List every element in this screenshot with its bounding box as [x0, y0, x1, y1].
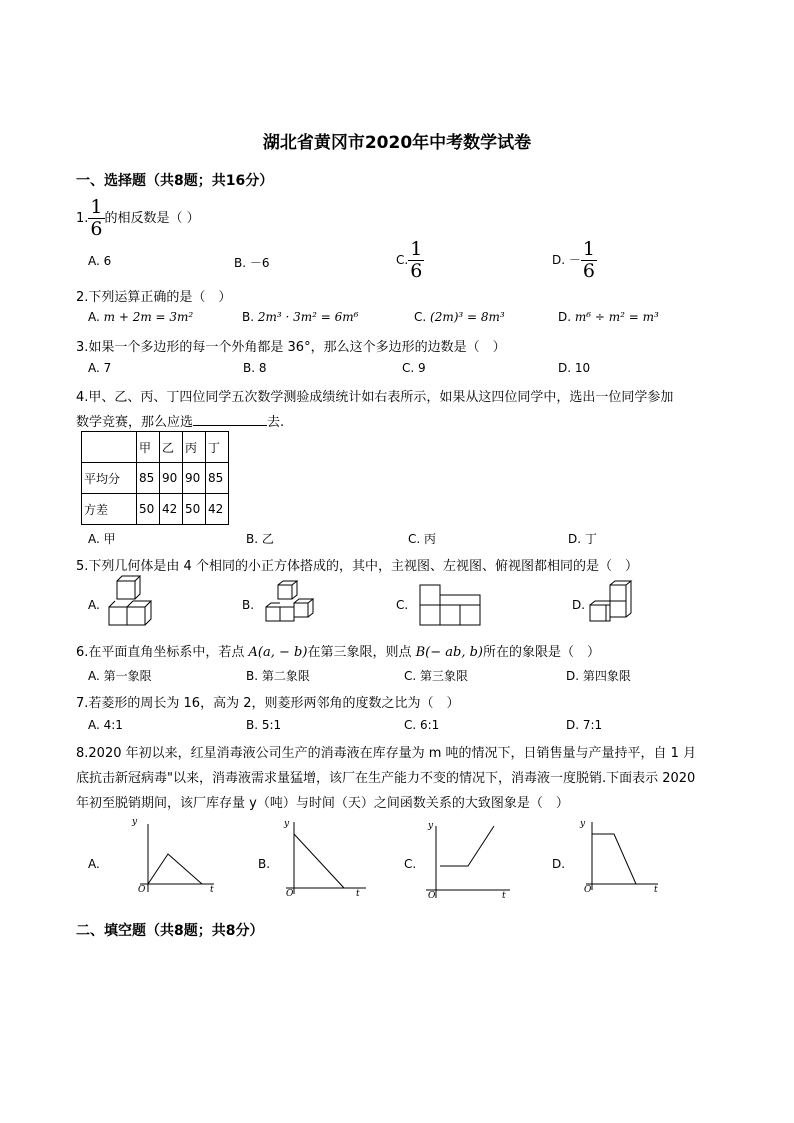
q5-option-c[interactable]: C. — [396, 598, 409, 612]
svg-text:y: y — [580, 819, 586, 829]
svg-text:O: O — [286, 889, 294, 899]
q1-stem: 的相反数是（ ） — [104, 211, 200, 226]
q4-option-c[interactable]: C. 丙 — [408, 532, 437, 546]
q1-option-a[interactable]: A. 6 — [88, 254, 112, 268]
q1-number: 1. — [76, 211, 89, 226]
question-8-line2: 底抗击新冠病毒"以来，消毒液需求量猛增，该厂在生产能力不变的情况下，消毒液一度脱销.下面表示 2020 — [76, 771, 696, 786]
q3-option-b[interactable]: B. 8 — [243, 361, 267, 375]
svg-text:O: O — [428, 891, 436, 901]
question-6: 6.在平面直角坐标系中，若点 A(a, − b)在第三象限，则点 B(− ab, b)所在的象限是（ ） — [76, 645, 601, 660]
question-5: 5.下列几何体是由 4 个相同的小正方体搭成的，其中，主视图、左视图、俯视图都相同的是（ ） — [76, 559, 638, 574]
q1-option-b[interactable]: B. －6 — [234, 256, 270, 270]
q6-option-a[interactable]: A. 第一象限 — [88, 669, 152, 683]
section-choice-header: 一、选择题（共8题；共16分） — [76, 173, 274, 189]
page-title: 湖北省黄冈市2020年中考数学试卷 — [262, 133, 532, 153]
q6-option-c[interactable]: C. 第三象限 — [404, 669, 469, 683]
score-table — [81, 431, 229, 525]
svg-text:y: y — [428, 821, 434, 831]
q5-figure-c — [418, 583, 488, 629]
q5-figure-b — [262, 581, 318, 629]
svg-text:t: t — [502, 891, 506, 901]
svg-text:O: O — [584, 885, 592, 895]
q2-option-a[interactable]: A. m + 2m = 3m² — [88, 310, 194, 324]
q4-answer-blank[interactable] — [193, 413, 267, 426]
point-a: A(a, − b) — [248, 645, 308, 660]
q8-graph-d — [574, 818, 664, 895]
q4-option-b[interactable]: B. 乙 — [246, 532, 274, 546]
q2-option-c[interactable]: C. (2m)³ = 8m³ — [414, 310, 505, 324]
q8-graph-c — [422, 818, 516, 900]
q8a-axis-x: t — [210, 885, 214, 895]
table-row: 平均分 85 90 90 85 — [82, 463, 229, 494]
question-2: 2.下列运算正确的是（ ） — [76, 290, 232, 305]
q8-graph-b — [282, 818, 372, 898]
q7-option-c[interactable]: C. 6:1 — [404, 718, 440, 732]
q5-option-b[interactable]: B. — [242, 598, 255, 612]
q4-option-a[interactable]: A. 甲 — [88, 532, 116, 546]
q2-option-d[interactable]: D. m⁶ ÷ m² = m³ — [558, 310, 659, 324]
q5-option-a[interactable]: A. — [88, 598, 100, 612]
question-4-line1: 4.甲、乙、丙、丁四位同学五次数学测验成绩统计如右表所示，如果从这四位同学中，选出一位同学参加 — [76, 390, 674, 405]
q3-option-a[interactable]: A. 7 — [88, 361, 112, 375]
q8a-axis-y: y — [132, 817, 138, 827]
q7-option-d[interactable]: D. 7:1 — [566, 718, 603, 732]
q2-option-b[interactable]: B. 2m³ · 3m² = 6m⁶ — [242, 310, 359, 324]
q6-option-d[interactable]: D. 第四象限 — [566, 669, 631, 683]
svg-text:t: t — [654, 885, 658, 895]
q5-figure-a — [107, 581, 159, 629]
q5-figure-d — [586, 583, 642, 629]
table-row: 方差 50 42 50 42 — [82, 494, 229, 525]
question-7: 7.若菱形的周长为 16，高为 2，则菱形两邻角的度数之比为（ ） — [76, 696, 460, 711]
q1-option-c[interactable]: C. $\frac{1}{6}$ — [396, 238, 423, 282]
q8-option-a[interactable]: A. — [88, 857, 100, 871]
question-8-line3: 年初至脱销期间，该厂库存量 y（吨）与时间（天）之间函数关系的大致图象是（ ） — [76, 796, 569, 811]
question-8-line1: 8.2020 年初以来，红星消毒液公司生产的消毒液在库存量为 m 吨的情况下，日销售量与产量持平，自 1 月 — [76, 746, 697, 761]
question-3: 3.如果一个多边形的每一个外角都是 36°，那么这个多边形的边数是（ ） — [76, 340, 506, 355]
q1-option-d[interactable]: D. － $\frac{1}{6}$ — [552, 238, 595, 282]
q8a-origin: O — [138, 885, 146, 895]
question-1 — [76, 198, 200, 239]
svg-text:y: y — [284, 819, 290, 829]
q6-option-b[interactable]: B. 第二象限 — [246, 669, 310, 683]
q8-graph-a — [130, 818, 220, 894]
q3-option-c[interactable]: C. 9 — [402, 361, 426, 375]
q8-option-b[interactable]: B. — [258, 857, 271, 871]
section-fill-header: 二、填空题（共8题；共8分） — [76, 923, 264, 939]
q7-option-b[interactable]: B. 5:1 — [246, 718, 282, 732]
point-b: B(− ab, b) — [415, 645, 483, 660]
q4-option-d[interactable]: D. 丁 — [568, 532, 597, 546]
q8-option-d[interactable]: D. — [552, 857, 566, 871]
svg-text:t: t — [356, 889, 360, 899]
q8-option-c[interactable]: C. — [404, 857, 417, 871]
table-row: 甲 乙 丙 丁 — [82, 432, 229, 463]
q7-option-a[interactable]: A. 4:1 — [88, 718, 123, 732]
q1-fraction: $\frac{1}{6}$ — [90, 196, 103, 240]
q3-option-d[interactable]: D. 10 — [558, 361, 591, 375]
q5-option-d[interactable]: D. — [572, 598, 586, 612]
question-4-line2: 数学竞赛，那么应选 去. — [76, 415, 285, 430]
